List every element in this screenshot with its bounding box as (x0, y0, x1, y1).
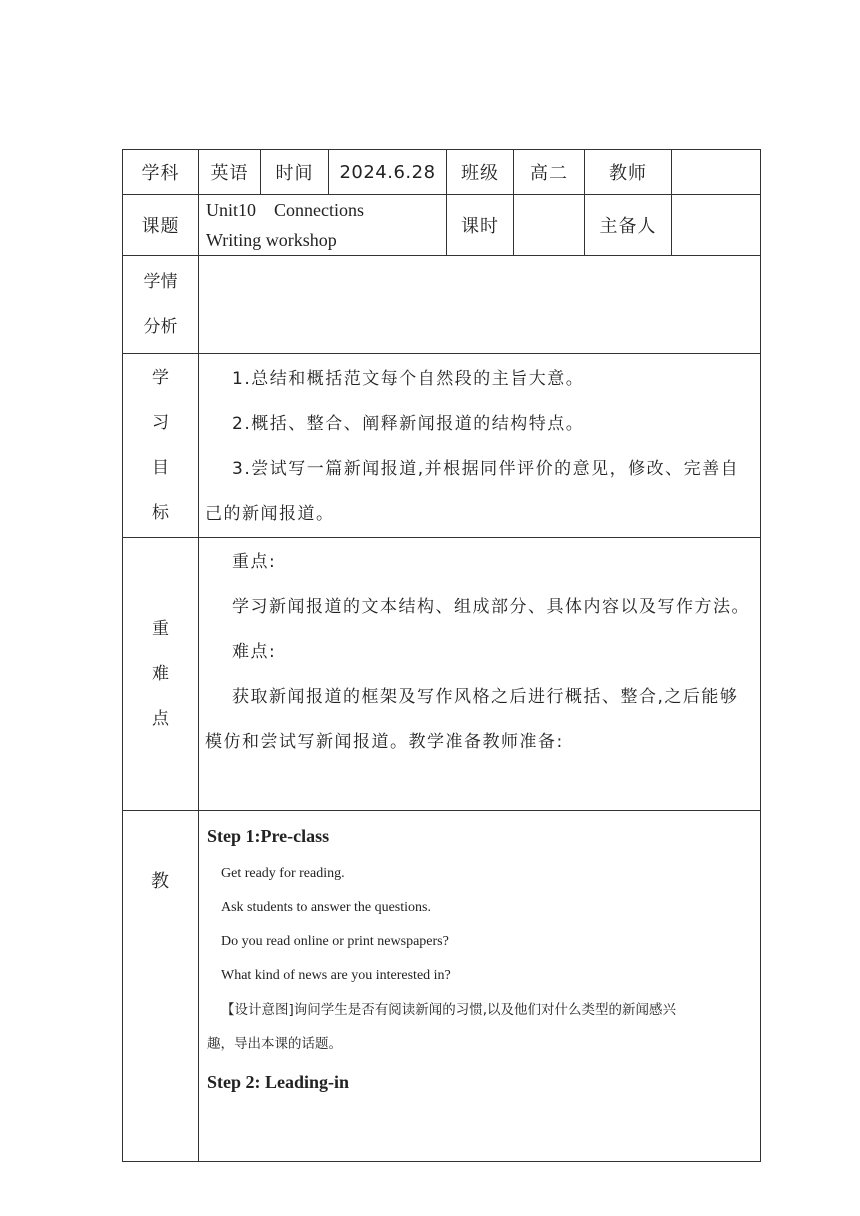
key-difficult-label-char: 重 (152, 618, 169, 639)
difficult-point-text: 获取新闻报道的框架及写作风格之后进行概括、整合,之后能够模仿和尝试写新闻报道。教学准备教师准备: (205, 687, 739, 752)
teaching-content (199, 811, 761, 1162)
analysis-content (199, 256, 761, 354)
key-difficult-label-char: 点 (152, 708, 169, 729)
analysis-label (123, 256, 199, 354)
key-difficult-content (199, 538, 761, 811)
objectives-label-char: 目 (152, 457, 169, 478)
time-label: 时间 (261, 150, 329, 195)
objectives-row (123, 354, 761, 538)
period-value (514, 195, 585, 256)
topic-line-1: Unit10 Connections (206, 200, 364, 220)
lead-preparer-label: 主备人 (585, 195, 672, 256)
topic-line-2: Writing workshop (206, 230, 337, 250)
subject-label: 学科 (123, 150, 199, 195)
teacher-label: 教师 (585, 150, 672, 195)
objective-item: 1.总结和概括范文每个自然段的主旨大意。 (232, 369, 585, 389)
objectives-content (199, 354, 761, 538)
key-point-text: 学习新闻报道的文本结构、组成部分、具体内容以及写作方法。 (232, 597, 750, 617)
objectives-label-char: 习 (152, 412, 169, 433)
key-difficult-row (123, 538, 761, 811)
analysis-row (123, 256, 761, 354)
step1-line: Ask students to answer the questions. (221, 900, 431, 915)
course-row (123, 195, 761, 256)
analysis-label-line-2: 分析 (143, 316, 178, 337)
step1-line: What kind of news are you interested in? (221, 968, 451, 983)
teaching-label: 教 (123, 811, 199, 1162)
time-value: 2024.6.28 (329, 150, 447, 195)
topic-value (199, 195, 447, 256)
class-value: 高二 (514, 150, 585, 195)
class-label: 班级 (447, 150, 514, 195)
step1-title: Step 1:Pre-class (207, 826, 330, 846)
objective-item: 3.尝试写一篇新闻报道,并根据同伴评价的意见，修改、完善自己的新闻报道。 (205, 459, 740, 524)
period-label: 课时 (447, 195, 514, 256)
topic-label: 课题 (123, 195, 199, 256)
analysis-label-line-1: 学情 (143, 271, 178, 292)
objectives-label (123, 354, 199, 538)
objectives-label-char: 学 (152, 367, 169, 388)
key-difficult-label (123, 538, 199, 811)
design-note-line-1: 【设计意图]询问学生是否有阅读新闻的习惯,以及他们对什么类型的新闻感兴 (221, 1002, 677, 1018)
key-point-title: 重点: (232, 552, 277, 572)
teacher-value (672, 150, 761, 195)
key-difficult-label-char: 难 (152, 663, 169, 684)
header-row (123, 150, 761, 195)
step2-title: Step 2: Leading-in (207, 1072, 350, 1092)
subject-value: 英语 (199, 150, 261, 195)
step1-line: Do you read online or print newspapers? (221, 934, 449, 949)
lead-preparer-value (672, 195, 761, 256)
objectives-label-char: 标 (152, 502, 169, 523)
objective-item: 2.概括、整合、阐释新闻报道的结构特点。 (232, 414, 585, 434)
teaching-row (123, 811, 761, 1162)
lesson-plan-table (122, 149, 761, 1162)
step1-line: Get ready for reading. (221, 866, 345, 881)
difficult-point-title: 难点: (232, 642, 277, 662)
design-note-line-2: 趣，导出本课的话题。 (207, 1036, 342, 1052)
